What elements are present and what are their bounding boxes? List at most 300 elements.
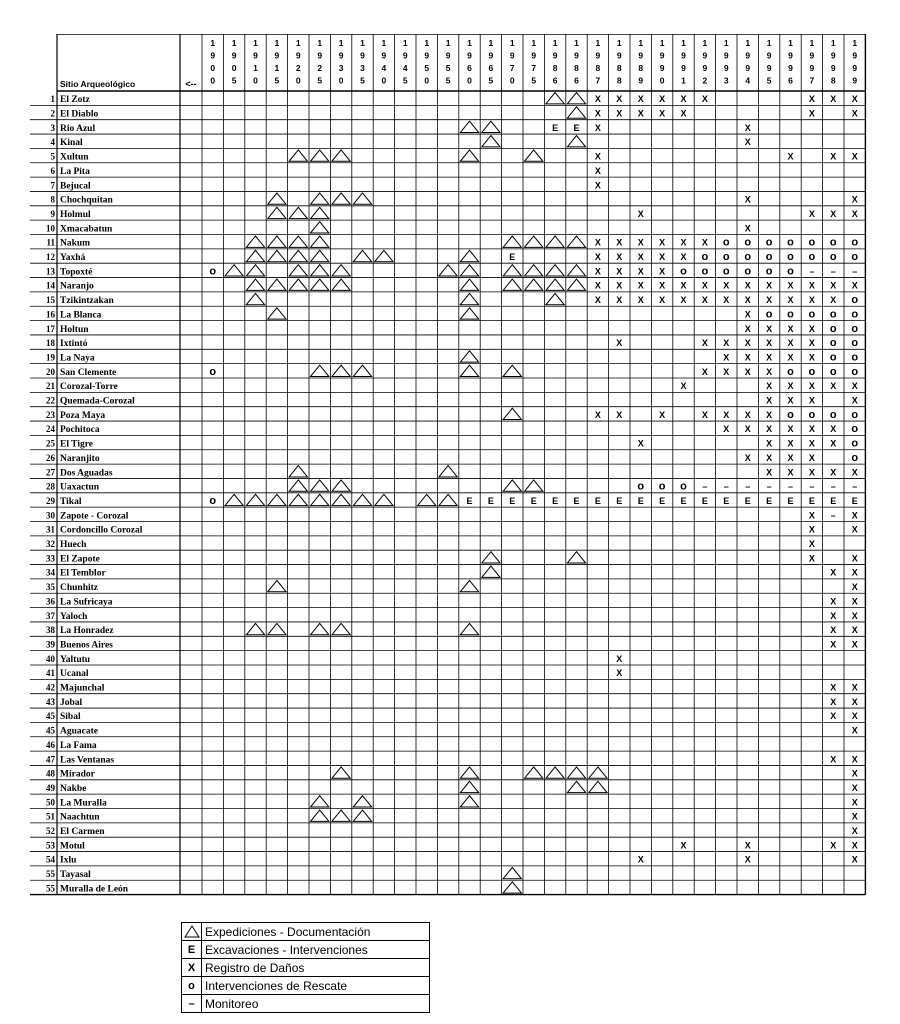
damage-marker: X bbox=[594, 252, 601, 262]
expedition-marker bbox=[460, 767, 478, 778]
site-name: Naachtun bbox=[60, 812, 100, 823]
rescue-marker: o bbox=[787, 408, 794, 421]
damage-marker: X bbox=[680, 840, 687, 851]
row-number: 31 bbox=[46, 524, 55, 535]
expedition-marker bbox=[460, 796, 478, 807]
expedition-marker bbox=[589, 767, 607, 778]
row-number: 46 bbox=[46, 739, 55, 750]
site-name: La Sufricaya bbox=[60, 597, 113, 608]
row-number: 41 bbox=[46, 668, 55, 679]
damage-marker: X bbox=[787, 295, 794, 306]
damage-marker: X bbox=[851, 782, 858, 793]
damage-marker: X bbox=[680, 94, 687, 105]
excavation-marker: E bbox=[487, 495, 494, 506]
site-name: La Blanca bbox=[60, 310, 102, 321]
expedition-marker bbox=[246, 250, 264, 261]
year-header: 1 9 7 5 bbox=[531, 38, 537, 86]
damage-marker: X bbox=[851, 582, 858, 593]
expedition-marker bbox=[503, 480, 521, 491]
expedition-marker bbox=[375, 494, 393, 505]
damage-marker: X bbox=[637, 208, 644, 219]
row-number: 3 bbox=[50, 122, 55, 133]
expedition-marker bbox=[460, 265, 478, 276]
site-name: El Zotz bbox=[60, 95, 90, 106]
damage-marker: X bbox=[680, 108, 687, 119]
excavation-marker: E bbox=[573, 122, 580, 133]
rescue-marker: o bbox=[722, 265, 730, 278]
site-name: Dos Aguadas bbox=[60, 468, 113, 479]
damage-marker: X bbox=[851, 696, 858, 707]
expedition-marker bbox=[332, 623, 350, 634]
expedition-marker bbox=[546, 293, 564, 304]
expedition-marker bbox=[332, 150, 350, 161]
expedition-marker bbox=[525, 236, 543, 247]
row-number: 16 bbox=[46, 309, 55, 320]
legend-label: Registro de Daños bbox=[205, 960, 305, 975]
expedition-marker bbox=[246, 293, 264, 304]
site-name: Chochquitan bbox=[60, 195, 113, 206]
damage-marker: X bbox=[808, 467, 815, 478]
year-header: 1 9 9 8 bbox=[830, 38, 836, 86]
damage-marker: X bbox=[808, 352, 815, 363]
damage-marker: X bbox=[787, 323, 794, 334]
rescue-marker: o bbox=[701, 251, 709, 263]
expedition-marker bbox=[460, 308, 478, 319]
monitoring-marker: – bbox=[809, 481, 815, 492]
monitoring-marker: – bbox=[809, 266, 815, 277]
damage-marker: X bbox=[830, 610, 837, 621]
damage-marker: X bbox=[830, 596, 837, 607]
damage-marker: X bbox=[744, 452, 751, 463]
expedition-marker bbox=[460, 250, 478, 261]
damage-marker: X bbox=[659, 266, 666, 277]
site-name: Ixlu bbox=[60, 855, 77, 866]
expedition-marker bbox=[503, 365, 521, 376]
damage-marker: X bbox=[766, 366, 773, 377]
damage-marker: X bbox=[851, 811, 858, 822]
row-number: 21 bbox=[46, 381, 55, 392]
damage-marker: X bbox=[808, 323, 815, 334]
damage-marker: X bbox=[766, 338, 773, 349]
expedition-marker bbox=[332, 279, 350, 290]
rescue-marker: o bbox=[765, 251, 773, 263]
site-name: Bejucal bbox=[60, 181, 91, 192]
excavation-marker: E bbox=[466, 495, 473, 506]
site-name: Huech bbox=[60, 540, 87, 550]
damage-marker: X bbox=[830, 711, 837, 722]
monitoring-marker: – bbox=[723, 481, 729, 492]
expedition-marker bbox=[482, 566, 500, 577]
rescue-marker: o bbox=[851, 322, 859, 335]
site-name: La Naya bbox=[60, 353, 95, 364]
expedition-marker bbox=[268, 308, 286, 319]
excavation-marker: E bbox=[552, 122, 559, 133]
expedition-marker bbox=[567, 93, 585, 104]
site-name: Aguacate bbox=[60, 726, 98, 737]
row-number: 40 bbox=[46, 653, 55, 664]
site-name: Tayasal bbox=[60, 870, 91, 881]
damage-marker: X bbox=[723, 424, 730, 435]
expedition-marker bbox=[546, 767, 564, 778]
row-number: 48 bbox=[46, 768, 55, 779]
expedition-marker bbox=[332, 494, 350, 505]
site-name: Motul bbox=[60, 841, 85, 852]
expedition-marker bbox=[311, 810, 329, 821]
damage-marker: X bbox=[616, 252, 623, 262]
damage-marker: X bbox=[830, 567, 837, 578]
expedition-marker bbox=[525, 480, 543, 491]
expedition-marker bbox=[332, 767, 350, 778]
expedition-marker bbox=[289, 480, 307, 491]
legend-expedition bbox=[182, 923, 429, 941]
damage-marker: X bbox=[766, 424, 773, 435]
excavation-marker: E bbox=[509, 252, 516, 262]
expedition-marker bbox=[525, 150, 543, 161]
expedition-marker bbox=[289, 466, 307, 477]
expedition-marker bbox=[311, 222, 329, 233]
site-name: Corozal-Torre bbox=[60, 382, 118, 393]
triangle-icon bbox=[184, 925, 200, 938]
damage-marker: X bbox=[680, 295, 687, 306]
row-number: 18 bbox=[46, 338, 55, 349]
damage-marker: X bbox=[851, 208, 858, 219]
damage-marker: X bbox=[830, 639, 837, 650]
site-name: La Honradez bbox=[60, 626, 114, 637]
row-number: 45 bbox=[46, 725, 55, 736]
rescue-marker: o bbox=[808, 365, 816, 378]
damage-marker: X bbox=[851, 682, 858, 693]
damage-marker: X bbox=[659, 94, 666, 105]
damage-marker: X bbox=[744, 223, 751, 234]
site-name: Tikal bbox=[60, 496, 82, 507]
site-name: Nakbe bbox=[60, 783, 87, 794]
row-number: 11 bbox=[46, 237, 55, 248]
expedition-marker bbox=[567, 767, 585, 778]
year-header: 1 9 8 8 bbox=[616, 38, 622, 86]
expedition-marker bbox=[567, 265, 585, 276]
expedition-marker bbox=[460, 150, 478, 161]
expedition-marker bbox=[460, 365, 478, 376]
row-number: 5 bbox=[50, 151, 55, 162]
expedition-marker bbox=[268, 623, 286, 634]
expedition-marker bbox=[546, 93, 564, 104]
expedition-marker bbox=[589, 781, 607, 792]
damage-marker: X bbox=[766, 381, 773, 392]
damage-marker: X bbox=[808, 452, 815, 463]
row-number: 24 bbox=[46, 424, 55, 435]
row-number: 6 bbox=[50, 165, 55, 176]
expedition-marker bbox=[482, 552, 500, 563]
monitoring-marker: – bbox=[852, 481, 858, 492]
damage-marker: X bbox=[637, 854, 644, 865]
prior-years-header: <-- bbox=[185, 79, 197, 89]
row-number: 27 bbox=[46, 467, 55, 478]
site-name: Zapote - Corozal bbox=[60, 511, 129, 522]
damage-marker: X bbox=[766, 295, 773, 306]
row-number: 43 bbox=[46, 696, 55, 707]
damage-marker: X bbox=[808, 395, 815, 406]
damage-marker: X bbox=[830, 467, 837, 478]
site-name: Xmacabatun bbox=[60, 224, 113, 235]
rescue-marker: o bbox=[209, 265, 217, 278]
damage-marker: X bbox=[851, 854, 858, 865]
damage-marker: X bbox=[766, 323, 773, 334]
rescue-marker: o bbox=[765, 236, 773, 249]
excavation-marker: E bbox=[701, 495, 708, 506]
damage-marker: X bbox=[830, 696, 837, 707]
site-name: Poza Maya bbox=[60, 410, 106, 421]
damage-marker: X bbox=[594, 180, 601, 191]
damage-marker: X bbox=[787, 280, 794, 291]
site-name: El Zapote bbox=[60, 554, 100, 565]
damage-marker: X bbox=[808, 208, 815, 219]
site-name: Yaltutu bbox=[60, 654, 91, 665]
damage-marker: X bbox=[787, 381, 794, 392]
damage-marker: X bbox=[830, 682, 837, 693]
site-name: Sibal bbox=[60, 712, 81, 723]
year-header: 1 9 8 6 bbox=[552, 38, 558, 86]
damage-marker: X bbox=[637, 252, 644, 262]
year-header: 1 9 8 9 bbox=[638, 38, 644, 86]
excavation-marker: E bbox=[680, 495, 687, 506]
row-number: 9 bbox=[50, 208, 55, 219]
site-name: Xultun bbox=[60, 152, 89, 163]
row-number: 8 bbox=[50, 194, 55, 205]
site-name: Kinal bbox=[60, 138, 83, 149]
expedition-marker bbox=[546, 279, 564, 290]
damage-marker: X bbox=[744, 295, 751, 306]
damage-marker: X bbox=[701, 280, 708, 291]
rescue-marker: o bbox=[829, 408, 837, 421]
expedition-marker bbox=[332, 365, 350, 376]
row-number: 20 bbox=[46, 366, 55, 377]
rescue-marker: o bbox=[680, 480, 687, 493]
row-number: 39 bbox=[46, 639, 55, 650]
damage-marker: X bbox=[616, 409, 623, 420]
damage-marker: X bbox=[616, 668, 623, 679]
rescue-marker: o bbox=[744, 265, 752, 278]
expedition-marker bbox=[353, 193, 371, 204]
expedition-marker bbox=[460, 580, 478, 591]
row-number: 14 bbox=[46, 280, 55, 291]
site-name: El Diablo bbox=[60, 109, 99, 120]
expedition-marker bbox=[289, 265, 307, 276]
rescue-marker: o bbox=[851, 451, 859, 464]
rescue-marker: o bbox=[851, 437, 859, 450]
damage-marker: X bbox=[808, 280, 815, 291]
damage-marker: X bbox=[830, 840, 837, 851]
expedition-marker bbox=[525, 265, 543, 276]
expedition-marker bbox=[482, 136, 500, 147]
row-number: 35 bbox=[46, 582, 55, 593]
site-name: Chunhitz bbox=[60, 583, 99, 594]
row-number: 30 bbox=[46, 510, 55, 521]
legend-symbol bbox=[182, 923, 202, 940]
year-header: 1 9 1 5 bbox=[274, 38, 280, 86]
rescue-marker: o bbox=[808, 308, 816, 321]
damage-marker: X bbox=[787, 338, 794, 349]
rescue-marker: o bbox=[209, 494, 217, 507]
site-name: Ucanal bbox=[60, 669, 89, 680]
expedition-marker bbox=[567, 136, 585, 147]
damage-marker: X bbox=[594, 409, 601, 420]
damage-marker: X bbox=[808, 539, 815, 549]
expedition-marker bbox=[460, 351, 478, 362]
monitoring-marker: – bbox=[852, 266, 858, 277]
rescue-marker: o bbox=[851, 423, 859, 436]
damage-marker: X bbox=[808, 424, 815, 435]
damage-marker: X bbox=[659, 252, 666, 262]
monitoring-marker: – bbox=[702, 481, 708, 492]
damage-marker: X bbox=[830, 295, 837, 306]
rescue-marker: o bbox=[829, 251, 837, 263]
damage-marker: X bbox=[808, 553, 815, 564]
expedition-marker bbox=[246, 279, 264, 290]
monitoring-marker: – bbox=[830, 266, 836, 277]
expedition-marker bbox=[546, 236, 564, 247]
row-number: 36 bbox=[46, 596, 55, 607]
year-header: 1 9 9 0 bbox=[659, 38, 665, 86]
damage-marker: X bbox=[787, 151, 794, 162]
rescue-marker: o bbox=[744, 236, 752, 249]
expedition-marker bbox=[567, 781, 585, 792]
expedition-marker bbox=[289, 279, 307, 290]
damage-marker: X bbox=[787, 424, 794, 435]
row-number: 10 bbox=[46, 223, 55, 234]
year-header: 1 9 5 5 bbox=[445, 38, 451, 86]
damage-marker: X bbox=[723, 338, 730, 349]
expedition-marker bbox=[268, 236, 286, 247]
site-name: Nakum bbox=[60, 238, 91, 249]
rescue-marker: o bbox=[637, 480, 645, 493]
damage-marker: X bbox=[851, 826, 858, 836]
damage-marker: X bbox=[787, 352, 794, 363]
damage-marker: X bbox=[616, 653, 623, 664]
expedition-marker bbox=[311, 236, 329, 247]
rescue-marker: o bbox=[765, 265, 773, 278]
damage-marker: X bbox=[808, 94, 815, 105]
damage-marker: X bbox=[744, 366, 751, 377]
damage-marker: X bbox=[723, 280, 730, 291]
row-number: 13 bbox=[46, 266, 55, 277]
row-number: 34 bbox=[46, 567, 55, 578]
expedition-marker bbox=[503, 265, 521, 276]
expedition-marker bbox=[268, 279, 286, 290]
expedition-marker bbox=[439, 265, 457, 276]
expedition-marker bbox=[311, 623, 329, 634]
damage-marker: X bbox=[637, 266, 644, 277]
rescue-marker: o bbox=[829, 236, 837, 249]
row-number: 49 bbox=[46, 782, 55, 793]
expedition-marker bbox=[460, 293, 478, 304]
rescue-marker: o bbox=[658, 480, 666, 493]
expedition-marker bbox=[246, 494, 264, 505]
site-name: La Pita bbox=[60, 166, 90, 177]
damage-marker: X bbox=[637, 295, 644, 306]
damage-marker: X bbox=[701, 295, 708, 306]
expedition-marker bbox=[289, 250, 307, 261]
rescue-marker: o bbox=[808, 251, 816, 263]
damage-marker: X bbox=[594, 122, 601, 133]
row-number: 23 bbox=[46, 409, 55, 420]
year-header: 1 9 2 5 bbox=[317, 38, 323, 86]
damage-marker: X bbox=[594, 295, 601, 306]
damage-marker: X bbox=[637, 94, 644, 105]
damage-marker: X bbox=[851, 194, 858, 205]
damage-marker: X bbox=[830, 280, 837, 291]
expedition-marker bbox=[268, 193, 286, 204]
damage-marker: X bbox=[637, 280, 644, 291]
year-header: 1 9 8 7 bbox=[595, 38, 601, 86]
row-number: 15 bbox=[46, 295, 55, 306]
damage-marker: X bbox=[616, 94, 623, 105]
damage-marker: X bbox=[616, 280, 623, 291]
rescue-marker: o bbox=[851, 408, 859, 421]
expedition-marker bbox=[332, 265, 350, 276]
row-number: 55 bbox=[46, 883, 55, 894]
rescue-marker: o bbox=[787, 251, 794, 263]
site-name: Yaloch bbox=[60, 611, 88, 622]
expedition-marker bbox=[546, 265, 564, 276]
excavation-marker: E bbox=[830, 495, 837, 506]
rescue-marker: o bbox=[829, 351, 837, 364]
damage-marker: X bbox=[851, 610, 858, 621]
expedition-marker bbox=[311, 250, 329, 261]
site-name: Las Ventanas bbox=[60, 755, 115, 766]
damage-marker: X bbox=[766, 352, 773, 363]
damage-marker: X bbox=[659, 280, 666, 291]
expedition-marker bbox=[503, 236, 521, 247]
year-header: 1 9 9 1 bbox=[681, 38, 686, 86]
damage-marker: X bbox=[723, 366, 730, 377]
year-header: 1 9 0 0 bbox=[210, 38, 216, 86]
damage-marker: X bbox=[659, 295, 666, 306]
damage-marker: X bbox=[851, 510, 858, 521]
year-header: 1 9 6 0 bbox=[467, 38, 472, 86]
damage-marker: X bbox=[744, 194, 751, 205]
row-number: 26 bbox=[46, 452, 55, 463]
damage-marker: X bbox=[616, 266, 623, 277]
row-number: 45 bbox=[46, 711, 55, 722]
expedition-marker bbox=[311, 265, 329, 276]
rescue-marker: o bbox=[787, 265, 794, 278]
year-header: 1 9 6 5 bbox=[488, 38, 494, 86]
rescue-marker: o bbox=[209, 365, 217, 378]
expedition-marker bbox=[482, 121, 500, 132]
expedition-marker bbox=[311, 193, 329, 204]
expedition-marker bbox=[332, 480, 350, 491]
site-name: El Temblor bbox=[60, 568, 106, 579]
expedition-marker bbox=[439, 466, 457, 477]
damage-marker: X bbox=[723, 409, 730, 420]
damage-marker: X bbox=[851, 94, 858, 105]
row-number: 33 bbox=[46, 553, 55, 564]
row-number: 32 bbox=[46, 539, 55, 549]
damage-marker: X bbox=[744, 840, 751, 851]
rescue-marker: o bbox=[722, 251, 730, 263]
legend-label: Monitoreo bbox=[205, 996, 259, 1011]
expedition-marker bbox=[567, 107, 585, 118]
damage-marker: X bbox=[680, 381, 687, 392]
damage-marker: X bbox=[659, 237, 666, 248]
damage-marker: X bbox=[744, 122, 751, 133]
expedition-marker bbox=[567, 279, 585, 290]
year-header: 1 9 1 0 bbox=[253, 38, 258, 86]
damage-marker: X bbox=[851, 596, 858, 607]
rescue-marker: o bbox=[851, 337, 859, 350]
table-grid bbox=[30, 34, 868, 905]
excavation-marker: E bbox=[594, 495, 601, 506]
